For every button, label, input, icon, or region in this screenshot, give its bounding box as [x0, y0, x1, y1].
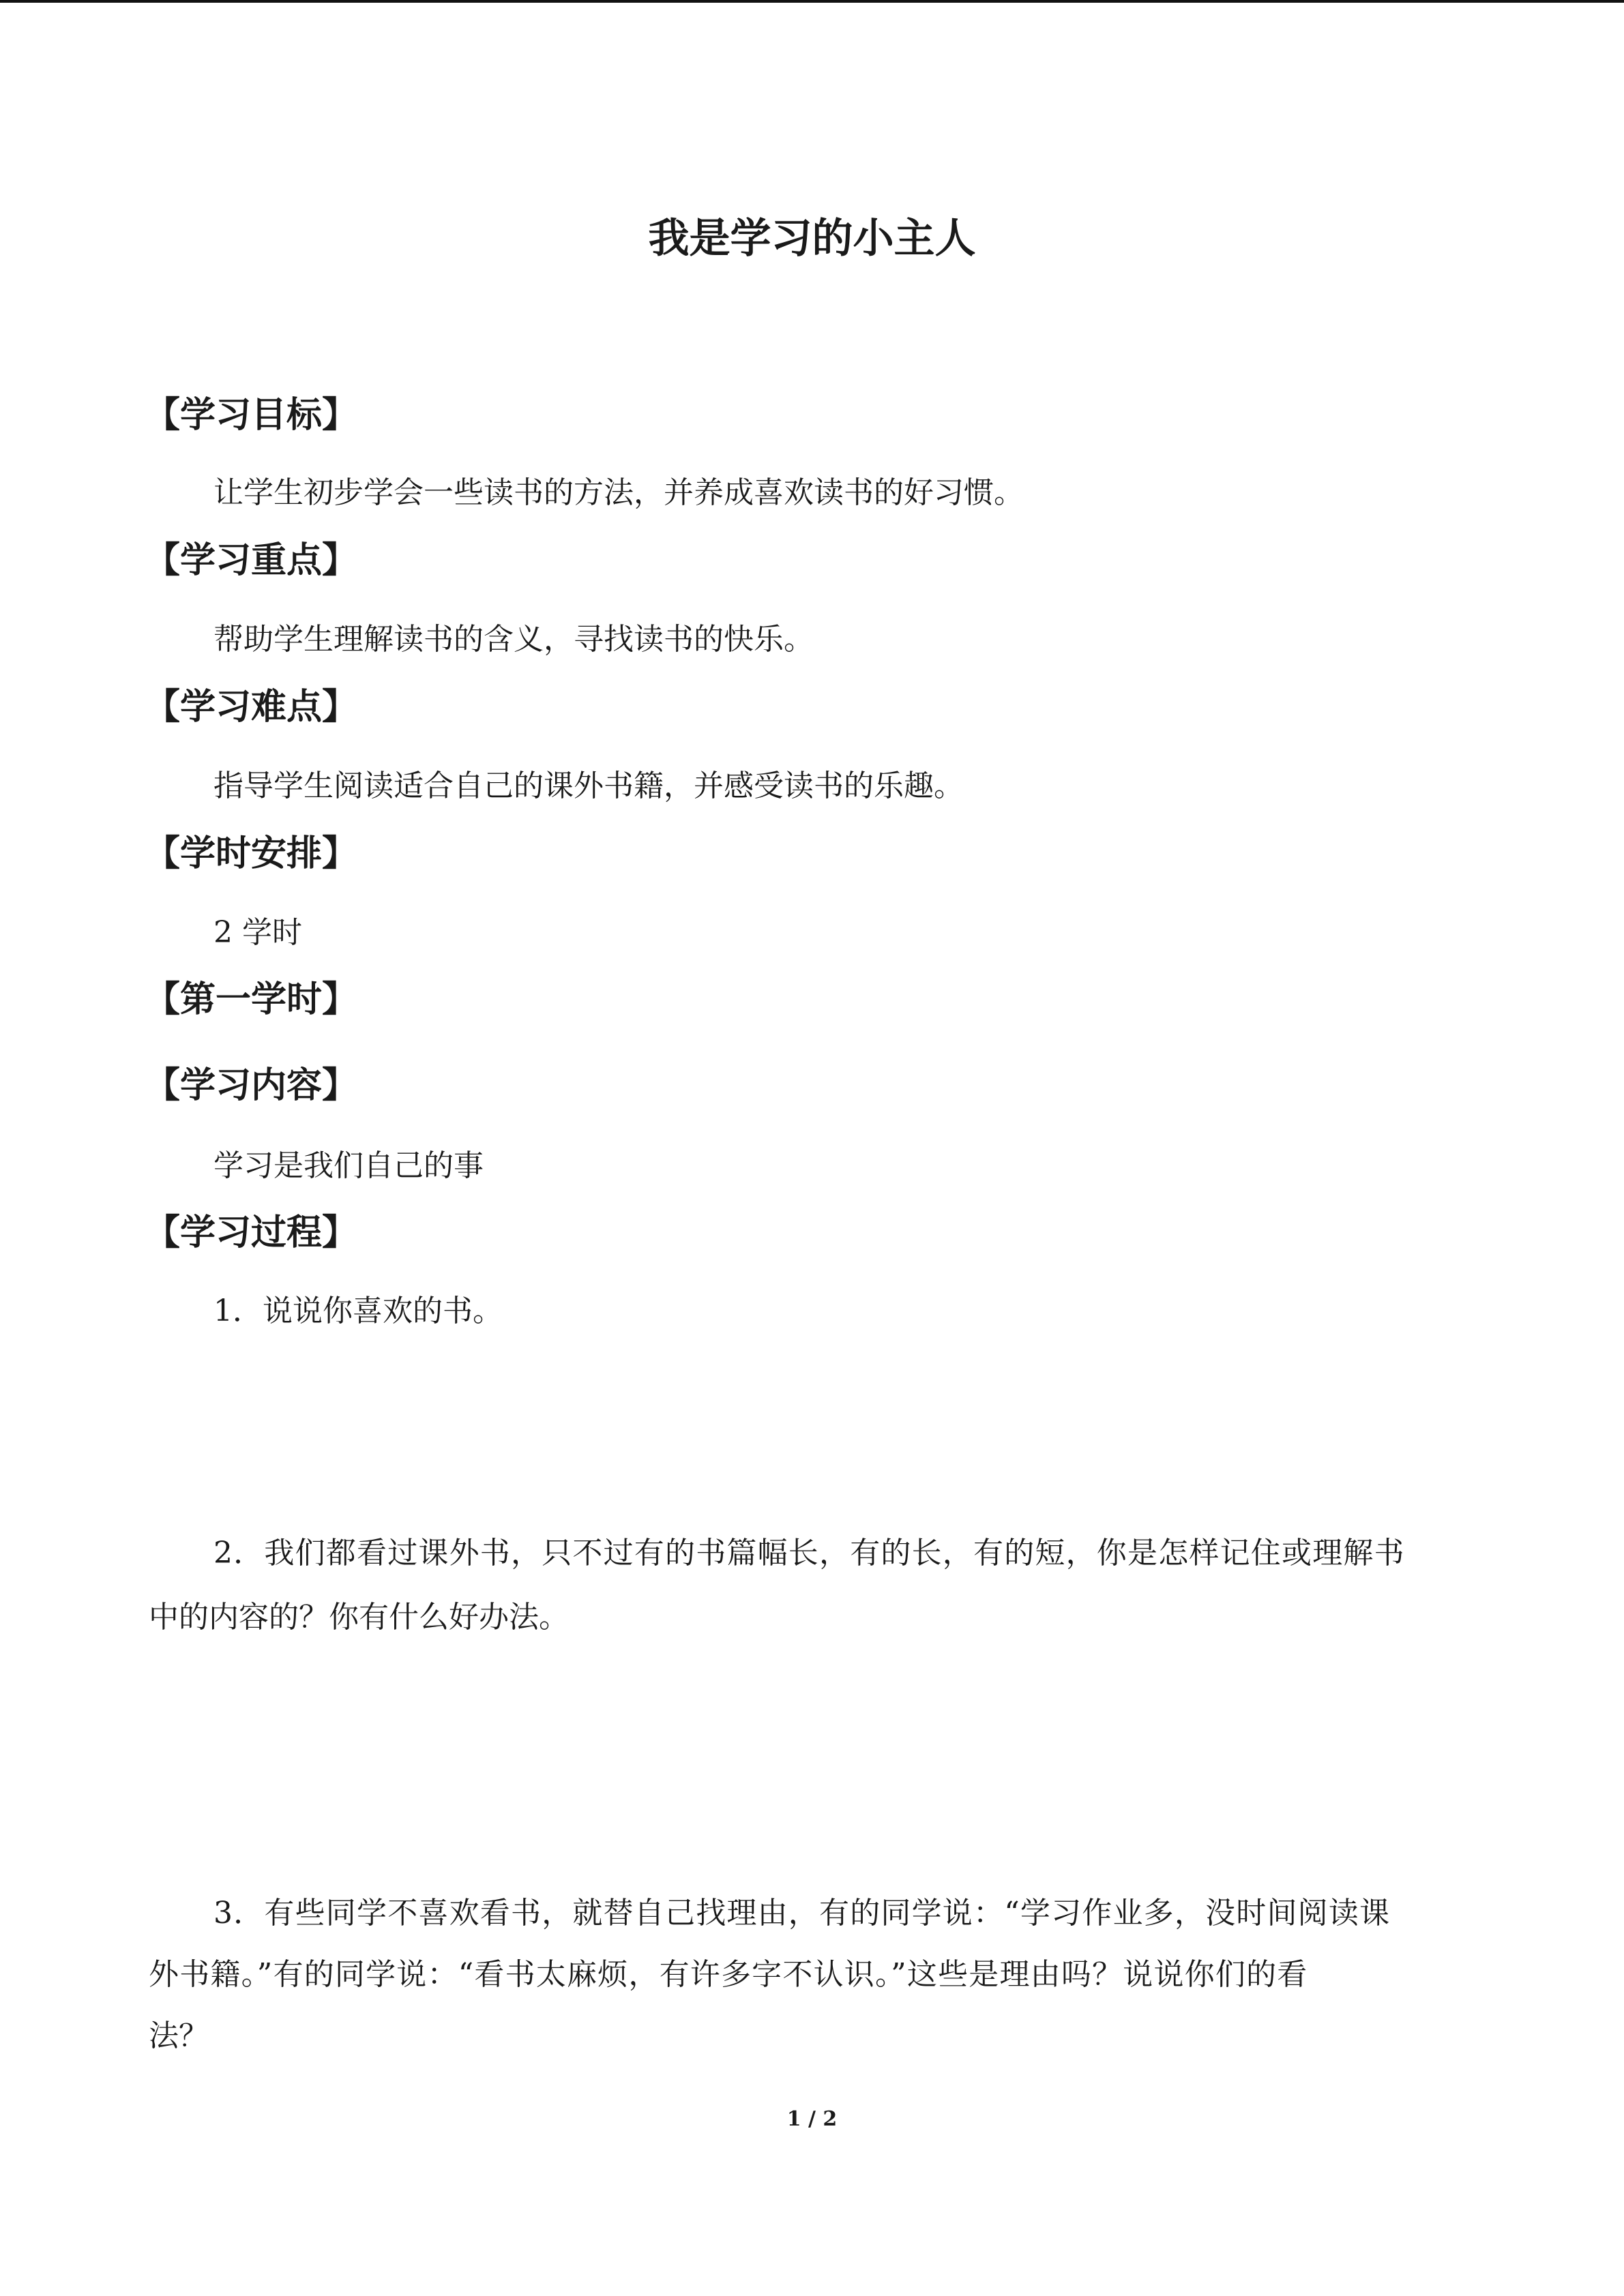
question-2-line-2: 中的内容的？你有什么好办法。: [149, 1600, 569, 1635]
heading-schedule: 【学时安排】: [145, 833, 358, 874]
learning-content-text: 学习是我们自己的事: [213, 1148, 484, 1183]
page-top-border: [0, 0, 1624, 3]
page-title: 我是学习的小主人: [648, 215, 976, 263]
schedule-text: 2 学时: [213, 915, 302, 950]
heading-learning-difficulty: 【学习难点】: [145, 687, 358, 728]
question-1: 1．说说你喜欢的书。: [213, 1294, 503, 1328]
question-3-line-3: 法？: [149, 2018, 209, 2053]
heading-first-session: 【第一学时】: [145, 979, 358, 1020]
heading-learning-process: 【学习过程】: [145, 1212, 358, 1253]
question-2-line-1: 2．我们都看过课外书，只不过有的书篇幅长，有的长，有的短，你是怎样记住或理解书: [213, 1536, 1405, 1570]
heading-learning-focus: 【学习重点】: [145, 540, 358, 581]
page-number: 1 / 2: [786, 2107, 838, 2131]
heading-learning-goals: 【学习目标】: [145, 395, 358, 436]
question-3-line-2: 外书籍。”有的同学说：“看书太麻烦，有许多字不认识。”这些是理由吗？说说你们的看: [149, 1957, 1308, 1992]
learning-focus-text: 帮助学生理解读书的含义，寻找读书的快乐。: [213, 622, 814, 657]
learning-difficulty-text: 指导学生阅读适合自己的课外书籍，并感受读书的乐趣。: [213, 769, 964, 803]
heading-learning-content: 【学习内容】: [145, 1065, 358, 1106]
learning-goals-text: 让学生初步学会一些读书的方法，并养成喜欢读书的好习惯。: [213, 475, 1024, 510]
question-3-line-1: 3．有些同学不喜欢看书，就替自己找理由，有的同学说：“学习作业多，没时间阅读课: [213, 1896, 1391, 1930]
